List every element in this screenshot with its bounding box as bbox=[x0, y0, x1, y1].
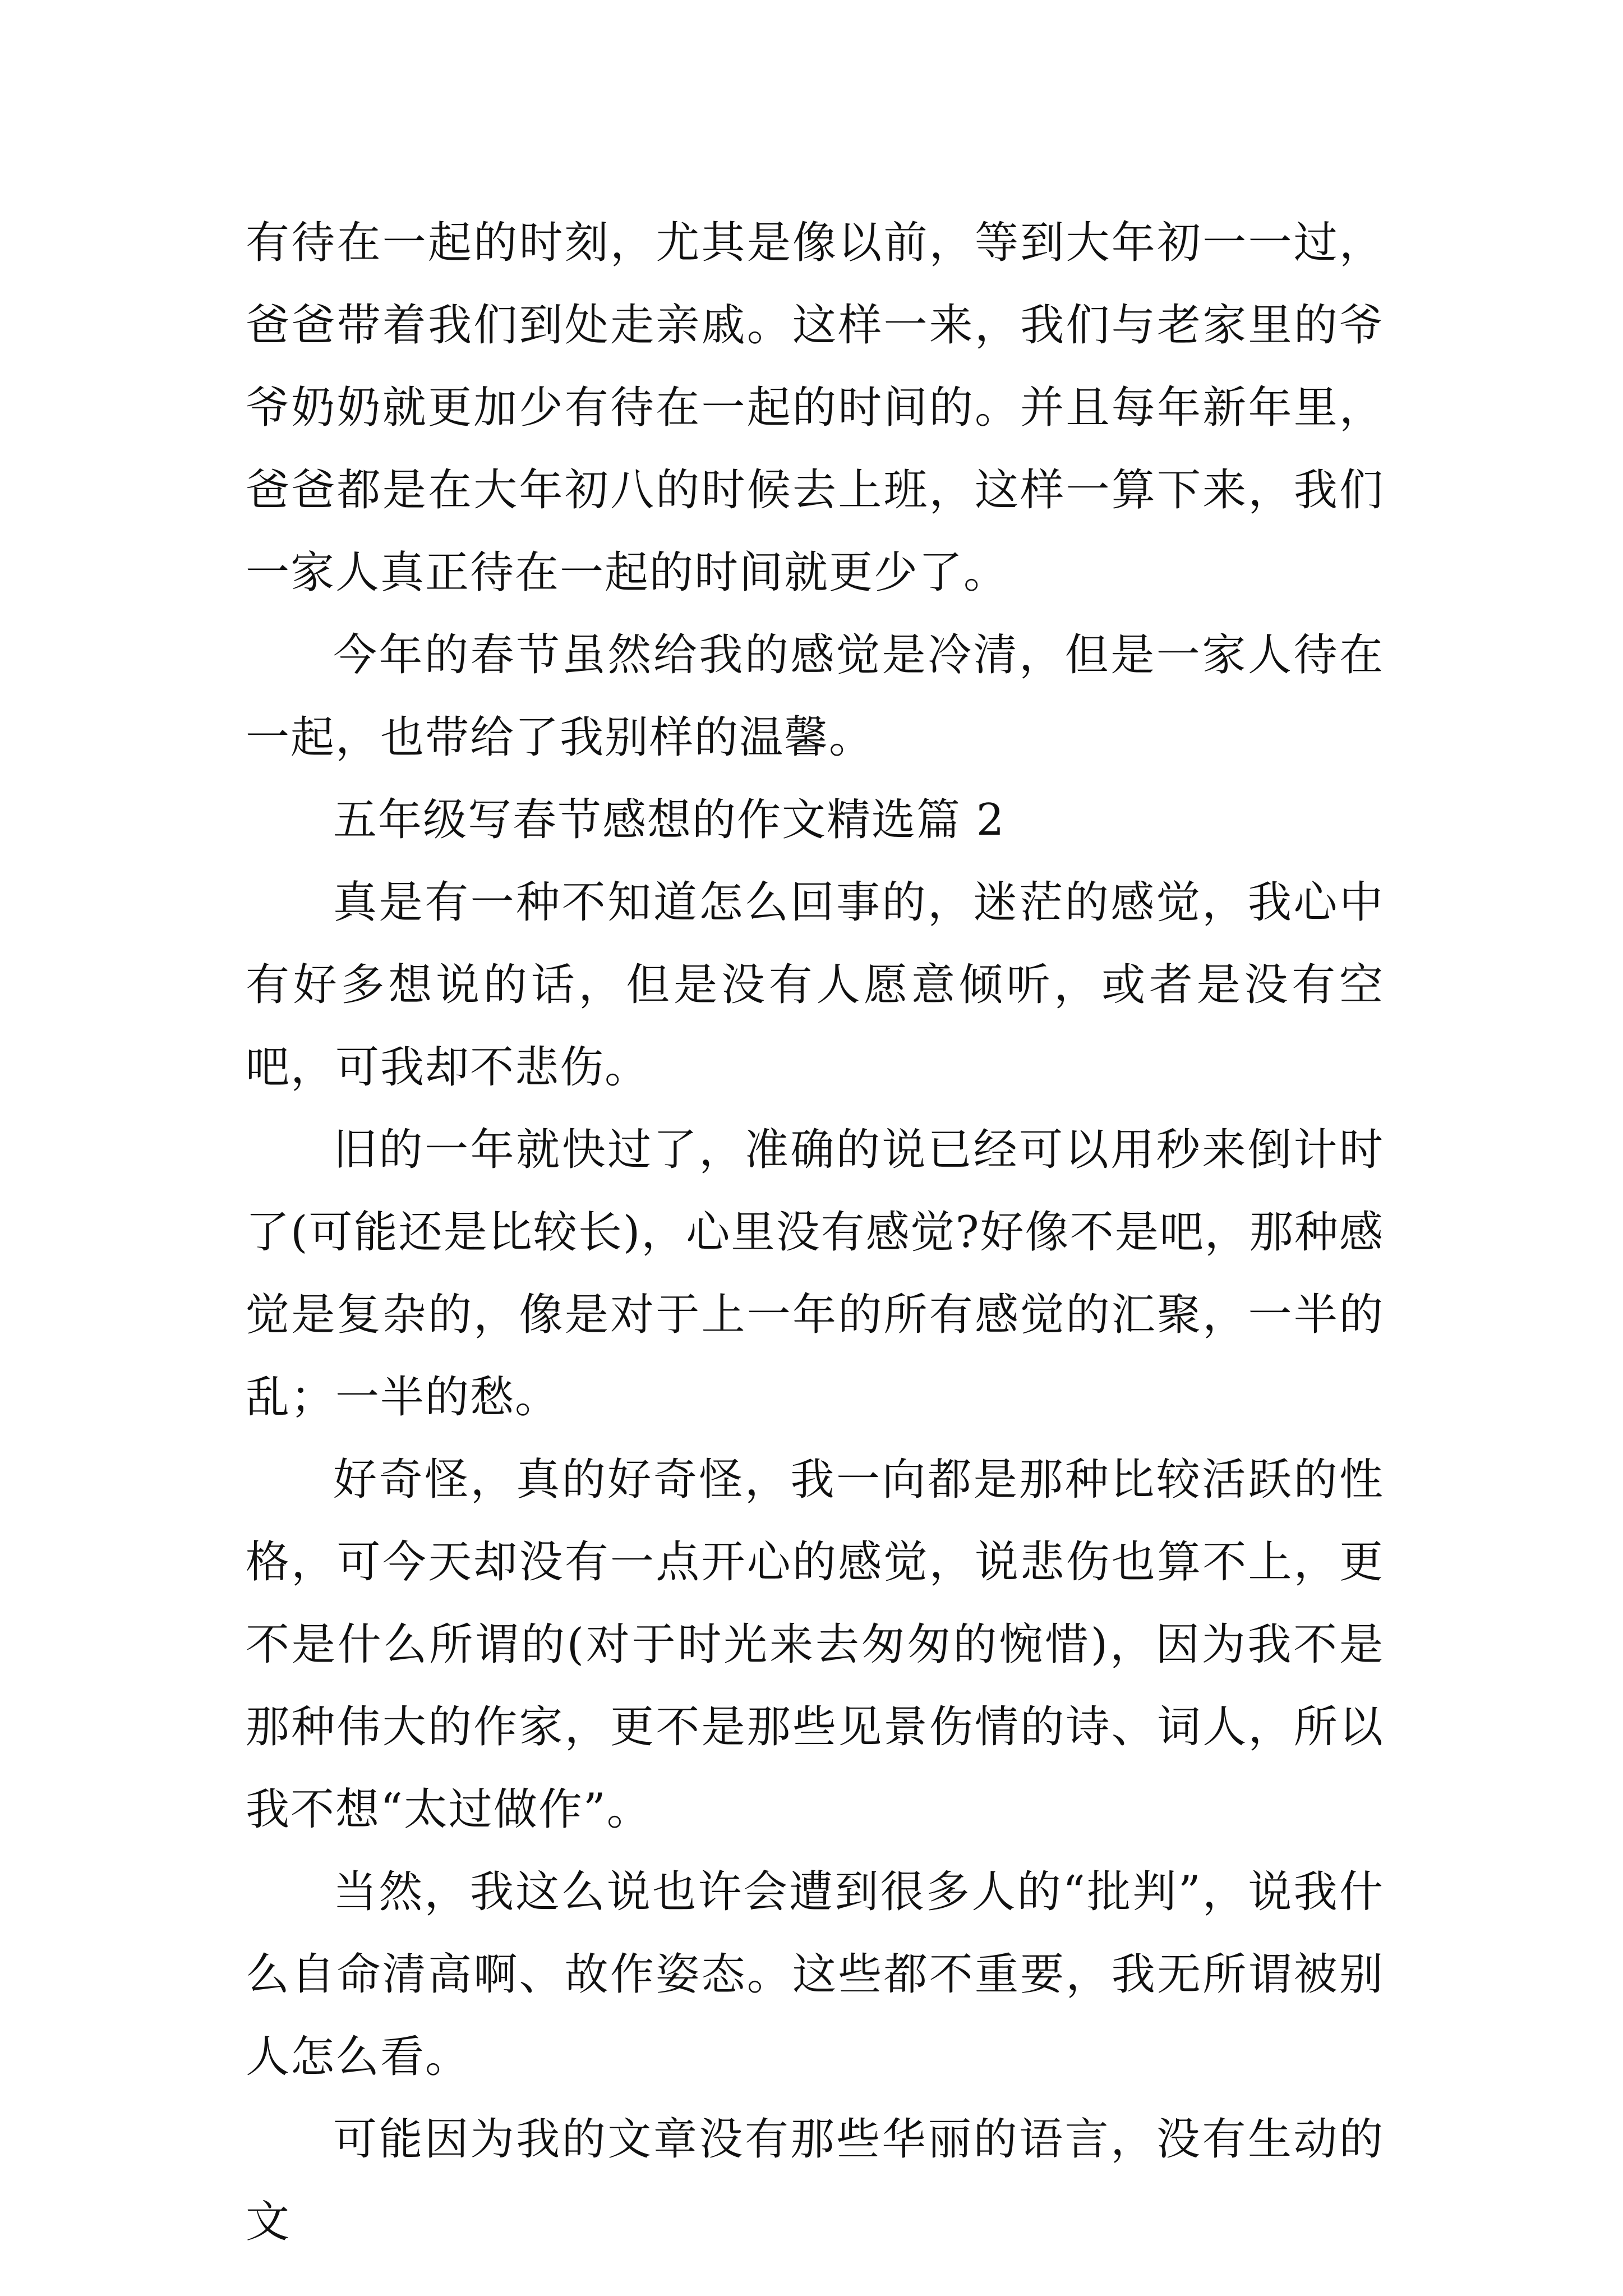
paragraph-continuation: 有待在一起的时刻，尤其是像以前，等到大年初一一过，爸爸带着我们到处走亲戚。这样一来，我们与老家里的爷爷奶奶就更加少有待在一起的时间的。并且每年新年里，爸爸都是在大年初八的时候去上班，这样一算下来，我们一家人真正待在一起的时间就更少了。 bbox=[246, 218, 1384, 598]
paragraph-criticism: 当然，我这么说也许会遭到很多人的“批判”，说我什么自命清高啊、故作姿态。这些都不重要，我无所谓被别人怎么看。 bbox=[246, 1867, 1384, 2082]
document-body bbox=[246, 202, 1384, 2263]
paragraph-plain-language: 可能因为我的文章没有那些华丽的语言，没有生动的文 bbox=[246, 2114, 1384, 2247]
paragraph-old-year-ending: 旧的一年就快过了，准确的说已经可以用秒来倒计时了(可能还是比较长)，心里没有感觉?好像不是吧，那种感觉是复杂的，像是对于上一年的所有感觉的汇聚，一半的乱；一半的愁。 bbox=[246, 1125, 1384, 1423]
paragraph-confused-feeling: 真是有一种不知道怎么回事的，迷茫的感觉，我心中有好多想说的话，但是没有人愿意倾听，或者是没有空吧，可我却不悲伤。 bbox=[246, 877, 1384, 1093]
paragraph-spring-festival-feeling: 今年的春节虽然给我的感觉是冷清，但是一家人待在一起，也带给了我别样的温馨。 bbox=[246, 630, 1384, 763]
paragraph-strange-mood: 好奇怪，真的好奇怪，我一向都是那种比较活跃的性格，可今天却没有一点开心的感觉，说悲伤也算不上，更不是什么所谓的(对于时光来去匆匆的惋惜)，因为我不是那种伟大的作家，更不是那些见景伤情的诗、词人，所以我不想“太过做作”。 bbox=[246, 1455, 1384, 1835]
essay-title-2: 五年级写春节感想的作文精选篇 2 bbox=[333, 795, 1006, 845]
